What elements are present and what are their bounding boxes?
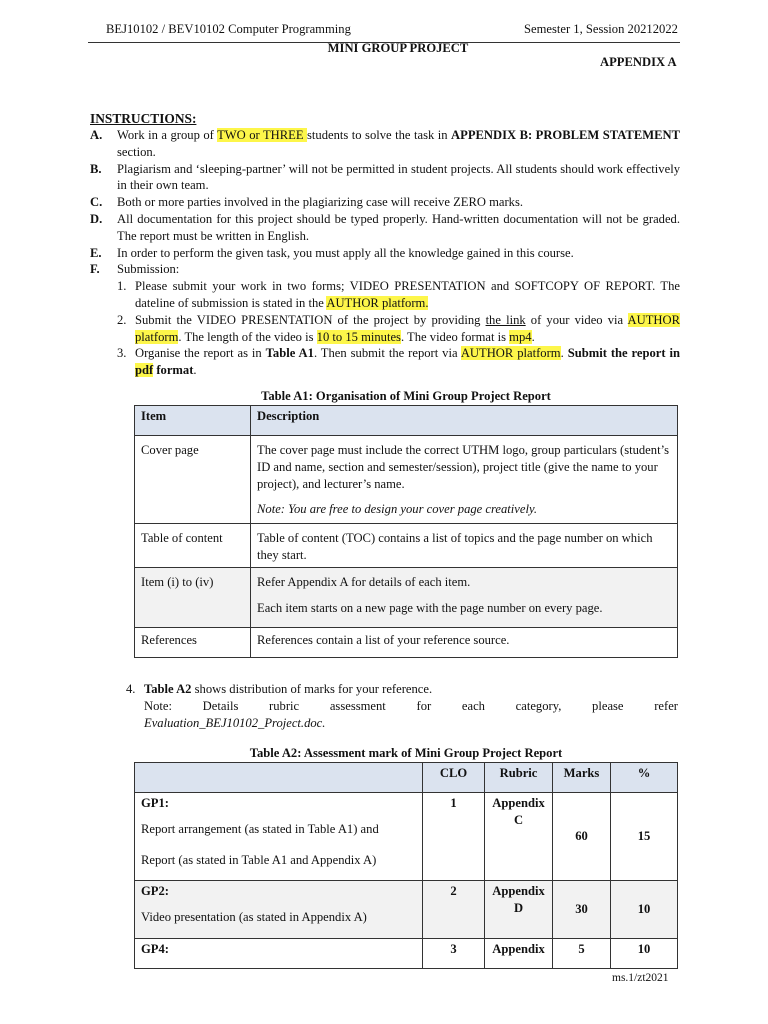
table-header-row: [135, 406, 678, 436]
instruction-letter: B.: [90, 161, 102, 176]
table-a2: [134, 762, 678, 969]
highlight: AUTHOR platform.: [326, 295, 429, 310]
instruction-letter: F.: [90, 262, 100, 277]
table-a1-caption: Table A1: Organisation of Mini Group Project Report: [261, 389, 551, 403]
instruction-letter: A.: [90, 128, 103, 142]
instructions-list: [90, 127, 680, 379]
instruction-d: D. All documentation for this project should be typed properly. Hand-written documentation will not be graded. The report must be written in English.: [90, 211, 680, 243]
instruction-letter: C.: [90, 195, 103, 210]
rubric-file-name: Evaluation_BEJ10102_Project.doc.: [144, 715, 326, 730]
footer-code: ms.1/zt2021: [612, 972, 669, 984]
highlight: TWO or THREE: [217, 128, 308, 142]
session-header: Semester 1, Session 20212022: [524, 22, 678, 36]
instruction-letter: D.: [90, 211, 103, 226]
instruction-c: C. Both or more parties involved in the plagiarizing case will receive ZERO marks.: [90, 195, 524, 210]
instruction-letter: E.: [90, 245, 102, 260]
table-a2-caption: Table A2: Assessment mark of Mini Group Project Report: [249, 746, 563, 760]
submission-item-3: 3. Organise the report as in Table A1. Then submit the report via AUTHOR platform. Submit the report in pdf format.: [117, 346, 681, 378]
highlight: mp4: [509, 329, 532, 344]
table-row: GP1: Report arrangement (as stated in Table A1) and Report (as stated in Table A1 and Appendix A) 1 Appendix C 60 15: [135, 793, 678, 881]
table-row: Table of content Table of content (TOC) contains a list of topics and the page number on which they start.: [135, 524, 678, 568]
rubric-note: Note: Details rubric assessment for each category, please refer: [144, 698, 678, 713]
table-row: Cover page The cover page must include the correct UTHM logo, group particulars (student’s ID and name, section and semester/session), project title (give the name to your project), and lecturer’s name. Note: You are free to design your cover page creatively.: [135, 436, 678, 524]
column-header: %: [611, 763, 678, 793]
instruction-f: F. Submission:: [90, 262, 180, 277]
instruction-a: A. Work in a group of TWO or THREE students to solve the task in APPENDIX B: PROBLEM STATEMENT section.: [90, 128, 680, 159]
instruction-e: E. In order to perform the given task, you must apply all the knowledge gained in this course.: [90, 245, 574, 260]
highlight: AUTHOR platform: [460, 346, 561, 361]
highlight: pdf: [135, 363, 154, 378]
table-row: References References contain a list of your reference source.: [135, 628, 678, 658]
table-row: GP4: 3 Appendix 5 10: [135, 939, 678, 969]
column-header: Description: [251, 406, 678, 436]
item-4: 4. Table A2 shows distribution of marks for your reference. Note: Details rubric assessment for each category, please refer Evaluation_BEJ10102_Project.doc.: [126, 682, 678, 730]
appendix-label: APPENDIX A: [600, 55, 677, 69]
submission-item-2: 2. Submit the VIDEO PRESENTATION of the project by providing the link of your video via AUTHOR platform. The length of the video is 10 to 15 minutes. The video format is mp4.: [117, 312, 680, 344]
column-header: Marks: [553, 763, 611, 793]
course-code-header: BEJ10102 / BEV10102 Computer Programming: [106, 22, 351, 36]
table-header-row: [135, 763, 678, 793]
table-a1: [134, 405, 678, 658]
instructions-heading: INSTRUCTIONS:: [90, 111, 197, 126]
column-header: Item: [135, 406, 251, 436]
document-title: MINI GROUP PROJECT: [327, 41, 469, 55]
column-header: Rubric: [485, 763, 553, 793]
submission-item-1: 1. Please submit your work in two forms; VIDEO PRESENTATION and SOFTCOPY OF REPORT. The dateline of submission is stated in the AUTHOR platform.: [117, 279, 680, 310]
column-header: CLO: [423, 763, 485, 793]
table-row: Item (i) to (iv) Refer Appendix A for details of each item. Each item starts on a new page with the page number on every page.: [135, 568, 678, 628]
instruction-b: B. Plagiarism and ‘sleeping-partner’ will not be permitted in student projects. All students should work effectively in their own team.: [90, 161, 680, 193]
highlight: AUTHOR platform: [135, 312, 680, 344]
highlight: 10 to 15 minutes: [316, 329, 401, 344]
table-row: GP2: Video presentation (as stated in Appendix A) 2 Appendix D 30 10: [135, 881, 678, 939]
